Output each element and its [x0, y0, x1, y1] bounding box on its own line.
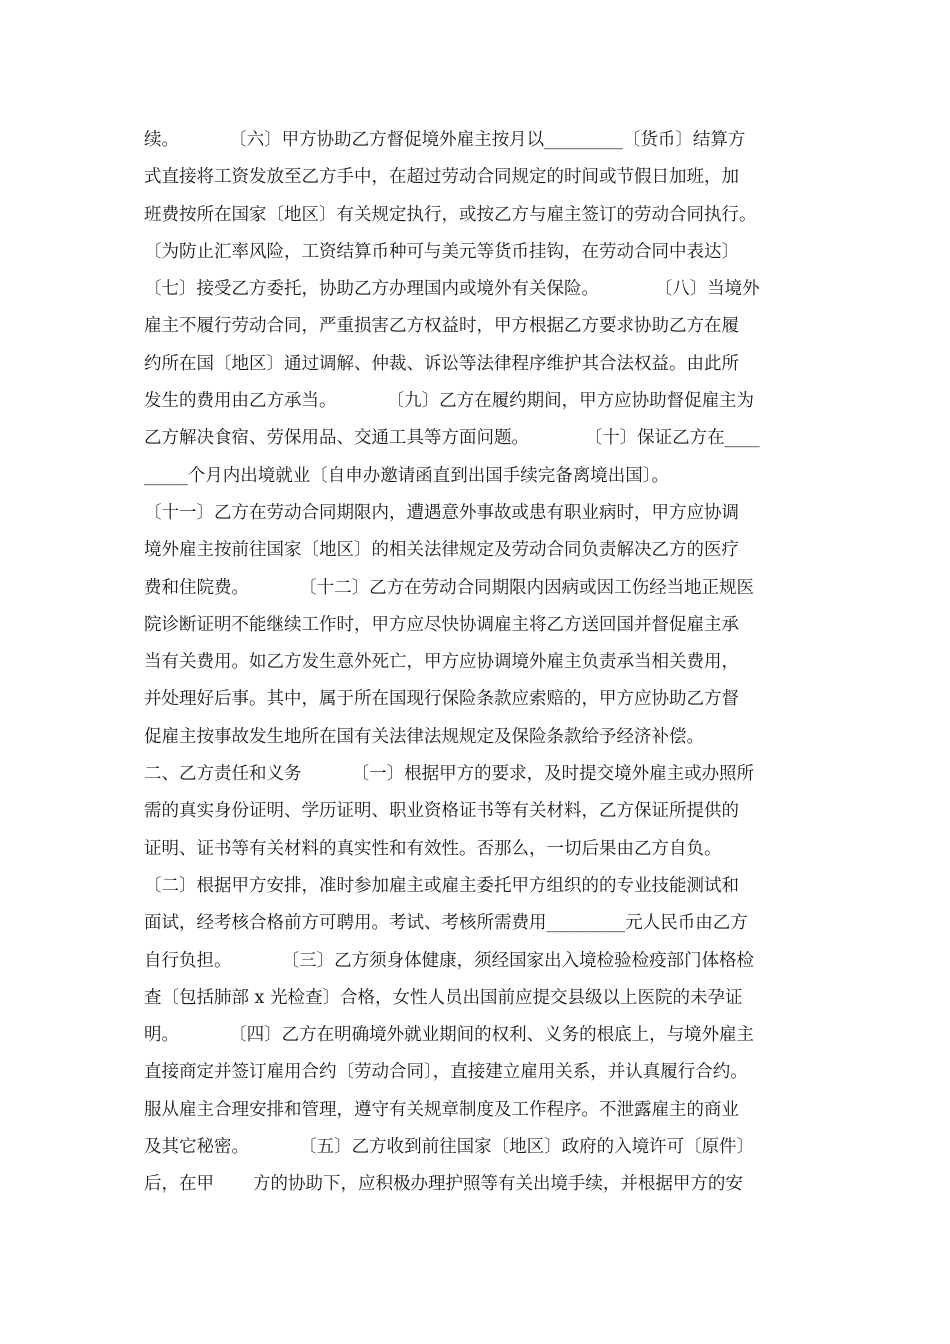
- text-line: 明。 〔四〕乙方在明确境外就业期间的权利、义务的根底上，与境外雇主: [144, 1025, 755, 1046]
- text-line: 自行负担。 〔三〕乙方须身体健康，须经国家出入境检验检疫部门体格检: [144, 950, 755, 971]
- text-line: 查〔包括肺部 x 光检查〕合格，女性人员出国前应提交县级以上医院的未孕证: [144, 987, 743, 1008]
- text-line: 〔七〕接受乙方委托，协助乙方办理国内或境外有关保险。 〔八〕当境外: [144, 279, 760, 300]
- text-line: 面试，经考核合格前方可聘用。考试、考核所需费用_________元人民币由乙方: [144, 913, 748, 934]
- text-line: 发生的费用由乙方承当。 〔九〕乙方在履约期间，甲方应协助督促雇主为: [144, 391, 755, 412]
- text-line: 〔二〕根据甲方安排，准时参加雇主或雇主委托甲方组织的的专业技能测试和: [144, 875, 739, 896]
- text-line: 班费按所在国家〔地区〕有关规定执行，或按乙方与雇主签订的劳动合同执行。: [144, 204, 757, 225]
- text-line: 雇主不履行劳动合同，严重损害乙方权益时，甲方根据乙方要求协助乙方在履: [144, 316, 739, 337]
- text-line: 促雇主按事故发生地所在国有关法律法规规定及保险条款给予经济补偿。: [144, 726, 704, 747]
- text-line: 二、乙方责任和义务 〔一〕根据甲方的要求，及时提交境外雇主或办照所: [144, 764, 755, 785]
- text-line: 直接商定并签订雇用合约〔劳动合同〕，直接建立雇用关系，并认真履行合约。: [144, 1062, 748, 1083]
- text-line: 需的真实身份证明、学历证明、职业资格证书等有关材料，乙方保证所提供的: [144, 801, 739, 822]
- text-line: 境外雇主按前往国家〔地区〕的相关法律规定及劳动合同负责解决乙方的医疗: [144, 540, 739, 561]
- text-line: 并处理好后事。其中，属于所在国现行保险条款应索赔的，甲方应协助乙方督: [144, 689, 739, 710]
- text-line: 费和住院费。 〔十二〕乙方在劳动合同期限内因病或因工伤经当地正规医: [144, 577, 755, 598]
- text-line: 〔十一〕乙方在劳动合同期限内，遭遇意外事故或患有职业病时，甲方应协调: [144, 502, 739, 523]
- text-line: 后，在甲 方的协助下，应积极办理护照等有关出境手续，并根据甲方的安: [144, 1174, 743, 1195]
- text-line: 及其它秘密。 〔五〕乙方收到前往国家〔地区〕政府的入境许可〔原件〕: [144, 1137, 755, 1158]
- text-line: 院诊断证明不能继续工作时，甲方应尽快协调雇主将乙方送回国并督促雇主承: [144, 614, 739, 635]
- text-line: 证明、证书等有关材料的真实性和有效性。否那么，一切后果由乙方自负。: [144, 838, 722, 859]
- contract-text-body: [144, 122, 824, 1204]
- text-line: _____个月内出境就业〔自申办邀请函直到出国手续完备离境出国〕。: [144, 465, 669, 486]
- text-line: 式直接将工资发放至乙方手中，在超过劳动合同规定的时间或节假日加班，加: [144, 167, 739, 188]
- text-line: 乙方解决食宿、劳保用品、交通工具等方面问题。 〔十〕保证乙方在____: [144, 428, 760, 449]
- text-line: 续。 〔六〕甲方协助乙方督促境外雇主按月以_________〔货币〕结算方: [144, 130, 746, 150]
- text-line: 当有关费用。如乙方发生意外死亡，甲方应协调境外雇主负责承当相关费用，: [144, 652, 739, 673]
- text-line: 〔为防止汇率风险，工资结算币种可与美元等货币挂钩，在劳动合同中表达〕: [144, 241, 739, 262]
- text-line: 服从雇主合理安排和管理，遵守有关规章制度及工作程序。不泄露雇主的商业: [144, 1099, 739, 1120]
- text-line: 约所在国〔地区〕通过调解、仲裁、诉讼等法律程序维护其合法权益。由此所: [144, 353, 739, 374]
